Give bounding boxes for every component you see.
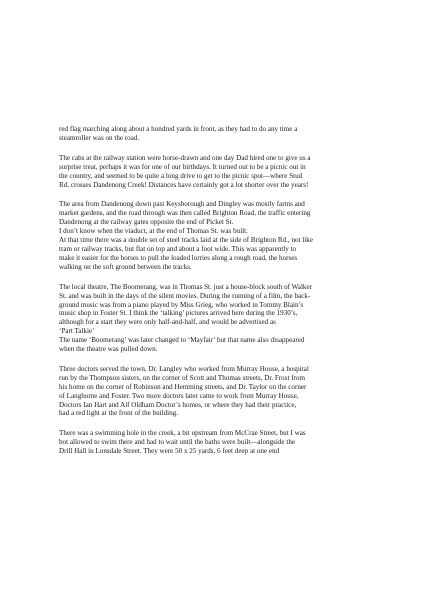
paragraph-steamroller	[59, 125, 385, 143]
text-line: bot allowed to swim there and had to wait until the baths were built—alongside the	[59, 438, 296, 447]
paragraph-cabs	[59, 154, 385, 190]
text-line: The area from Dandenong down past Keysborough and Dingley was mostly farms and	[59, 200, 305, 209]
text-line: Doctors Ian Hart and Alf Oldham Doctor’s homes, or where they had their practice,	[59, 400, 297, 409]
text-line: steamroller was on the road.	[59, 133, 140, 142]
text-line: Three doctors served the town, Dr. Langley who worked from Murray House, a hospital	[59, 364, 309, 373]
text-line: St. and was built in the days of the silent movies. During the running of a film, the back-	[59, 291, 311, 300]
text-line: walking on the soft ground between the tracks.	[59, 262, 192, 271]
text-line: Rd. crosses Dandenong Creek! Distances have certainly got a lot shorter over the years!	[59, 180, 309, 189]
text-line: The cabs at the railway station were horse-drawn and one day Dad hired one to give us a	[59, 153, 311, 162]
text-line: music shop in Foster St. I think the ‘talking’ pictures arrived here during the 1930’s,	[59, 309, 298, 318]
text-line: Drill Hall in Lonsdale Street. They were 50 x 25 yards, 6 feet deep at one end	[59, 447, 280, 456]
text-line: ground music was from a piano played by Miss Grieg, who worked in Tommy Blain’s	[59, 300, 304, 309]
text-line: when the theatre was pulled down.	[59, 345, 158, 354]
text-line: surprise treat, perhaps it was for one of our birthdays. It turned out to be a picnic out in	[59, 162, 306, 171]
text-line: although for a start they were only half-and-half, and would be advertised as	[59, 318, 276, 327]
paragraph-brighton-road	[59, 200, 385, 271]
text-line: had a red light at the front of the building.	[59, 409, 178, 418]
text-line: ‘Part Talkie’	[59, 327, 95, 336]
text-line: The name ‘Boomerang’ was later changed to ‘Mayfair’ but that name also disappeared	[59, 336, 305, 345]
text-line: the country, and seemed to be quite a long drive to get to the picnic spot—where Stud	[59, 171, 303, 180]
text-line: Dandenong at the railway gates opposite the end of Picket St.	[59, 218, 234, 227]
text-line: The local theatre, The Boomerang, was in Thomas St. just a house-block south of Walker	[59, 282, 312, 291]
text-line: At that time there was a double set of steel tracks laid at the side of Brighton Rd., not like	[59, 236, 313, 245]
text-line: run by the Thompson sisters, on the corner of Scott and Thomas streets, Dr. Frost from	[59, 373, 306, 382]
text-line: his home on the corner of Robinson and Hemming streets, and Dr. Taylor on the corner	[59, 382, 307, 391]
text-line: market gardens, and the road through was then called Brighton Road, the traffic entering	[59, 209, 311, 218]
paragraph-boomerang-theatre	[59, 283, 385, 354]
paragraph-doctors	[59, 365, 385, 418]
text-line: tram or railway tracks, but flat on top and about a foot wide. This was apparently to	[59, 244, 297, 253]
text-line: make it easier for the horses to pull the loaded lorries along a rough road, the horses	[59, 253, 298, 262]
paragraph-swimming-hole	[59, 429, 385, 456]
text-line: I don’t know when the viaduct, at the end of Thomas St. was built.	[59, 227, 248, 236]
text-line: There was a swimming hole in the creek, a bit upstream from McCrae Street, but I was	[59, 429, 306, 438]
document-page	[59, 125, 385, 456]
text-line: of Langhorne and Foster. Two more doctors later came to work from Murray House,	[59, 391, 299, 400]
text-line: red flag marching along about a hundred yards in front, as they had to do any time a	[59, 125, 298, 133]
